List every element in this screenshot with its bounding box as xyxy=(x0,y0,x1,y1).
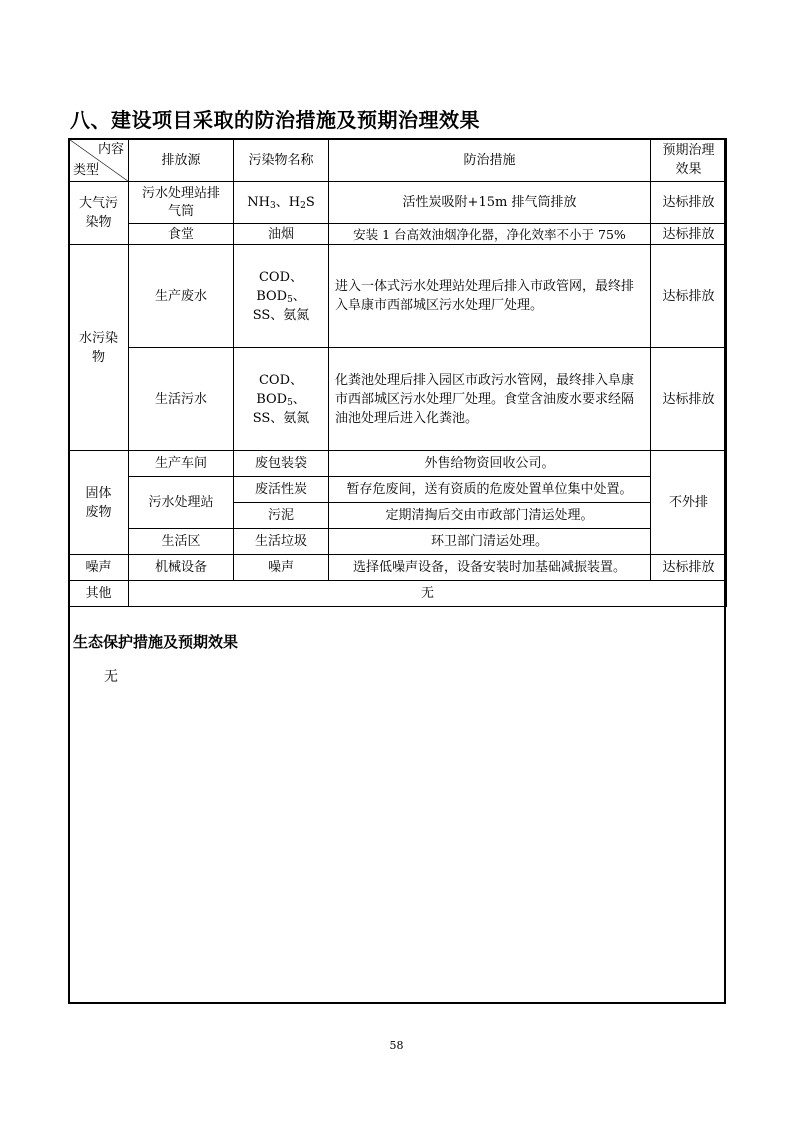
header-pollutant: 污染物名称 xyxy=(234,139,329,182)
measure-cell: 进入一体式污水处理站处理后排入市政管网，最终排入阜康市西部城区污水处理厂处理。 xyxy=(329,245,651,348)
header-measures: 防治措施 xyxy=(329,139,651,182)
category-noise: 噪声 xyxy=(69,555,129,581)
source-cell: 污水处理站排 气筒 xyxy=(129,182,234,224)
category-water: 水污染 物 xyxy=(69,245,129,451)
header-content-label: 内容 xyxy=(97,142,124,157)
header-row xyxy=(69,139,727,182)
measure-cell: 化粪池处理后排入园区市政污水管网，最终排入阜康市西部城区污水处理厂处理。食堂含油废水要求经隔油池处理后进入化粪池。 xyxy=(329,348,651,451)
effect-cell: 达标排放 xyxy=(651,555,727,581)
eco-section-text: 无 xyxy=(104,669,118,685)
effect-cell: 达标排放 xyxy=(651,245,727,348)
measure-cell: 活性炭吸附+15m 排气筒排放 xyxy=(329,182,651,224)
category-solid: 固体 废物 xyxy=(69,451,129,555)
measure-cell: 选择低噪声设备，设备安装时加基础减振装置。 xyxy=(329,555,651,581)
pollutant-cell: 污泥 xyxy=(234,503,329,529)
category-other: 其他 xyxy=(69,581,129,607)
measure-cell: 安装 1 台高效油烟净化器，净化效率不小于 75% xyxy=(329,224,651,245)
table-row xyxy=(69,451,727,477)
effect-cell: 不外排 xyxy=(651,451,727,555)
section-title: 八、建设项目采取的防治措施及预期治理效果 xyxy=(70,108,480,132)
pollutant-cell: COD、$BOD_5$、 SS、氨氮 xyxy=(234,245,329,348)
table-row xyxy=(69,477,727,503)
header-type-label: 类型 xyxy=(73,163,100,178)
table-row xyxy=(69,182,727,224)
measure-cell: 环卫部门清运处理。 xyxy=(329,529,651,555)
header-source: 排放源 xyxy=(129,139,234,182)
header-effect: 预期治理 效果 xyxy=(651,139,727,182)
pollutant-cell: 生活垃圾 xyxy=(234,529,329,555)
pollutant-cell: 油烟 xyxy=(234,224,329,245)
measure-cell: 暂存危废间，送有资质的危废处置单位集中处置。 xyxy=(329,477,651,503)
source-cell: 生产废水 xyxy=(129,245,234,348)
category-air: 大气污 染物 xyxy=(69,182,129,245)
eco-section-title: 生态保护措施及预期效果 xyxy=(73,633,239,651)
table-row xyxy=(69,555,727,581)
pollutant-cell: 废活性炭 xyxy=(234,477,329,503)
source-cell: 食堂 xyxy=(129,224,234,245)
effect-cell: 达标排放 xyxy=(651,348,727,451)
pollutant-cell: 噪声 xyxy=(234,555,329,581)
table-row xyxy=(69,245,727,348)
table-row xyxy=(69,224,727,245)
measures-table xyxy=(68,138,727,607)
source-cell: 污水处理站 xyxy=(129,477,234,529)
source-cell: 生产车间 xyxy=(129,451,234,477)
measure-cell: 外售给物资回收公司。 xyxy=(329,451,651,477)
effect-cell: 达标排放 xyxy=(651,224,727,245)
measure-cell: 定期清掏后交由市政部门清运处理。 xyxy=(329,503,651,529)
table-row xyxy=(69,529,727,555)
pollutant-cell: 废包装袋 xyxy=(234,451,329,477)
source-cell: 生活污水 xyxy=(129,348,234,451)
header-diagonal-cell xyxy=(69,139,129,182)
table-row xyxy=(69,348,727,451)
page-number: 58 xyxy=(389,1039,404,1052)
source-cell: 机械设备 xyxy=(129,555,234,581)
pollutant-cell: $NH_3$、$H_2S$ xyxy=(234,182,329,224)
effect-cell: 达标排放 xyxy=(651,182,727,224)
pollutant-cell: COD、$BOD_5$、 SS、氨氮 xyxy=(234,348,329,451)
other-value: 无 xyxy=(129,581,727,607)
table-row xyxy=(69,581,727,607)
source-cell: 生活区 xyxy=(129,529,234,555)
